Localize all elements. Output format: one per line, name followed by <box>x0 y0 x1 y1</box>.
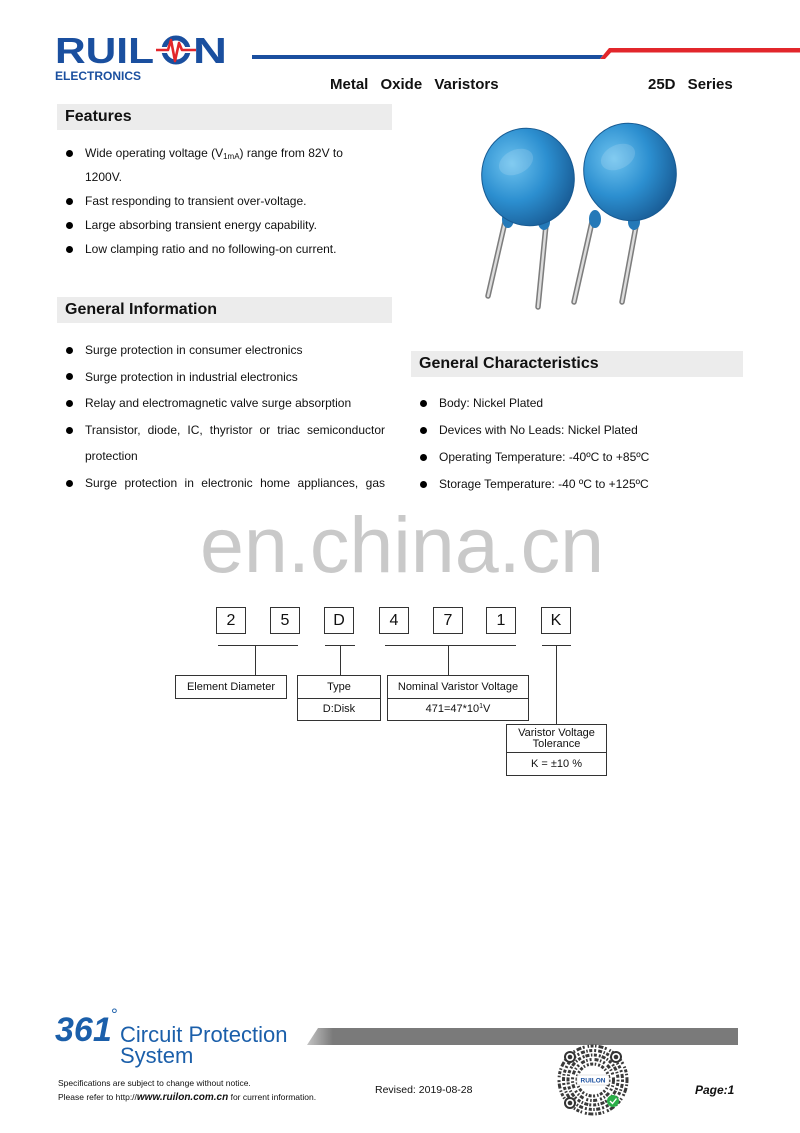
list-item-text: Low clamping ratio and no following-on current. <box>85 242 337 256</box>
part-code-char: 1 <box>486 607 516 634</box>
tolerance-label: Varistor Voltage Tolerance <box>506 724 607 753</box>
list-item-text: Storage Temperature: -40 ºC to +125ºC <box>439 476 649 491</box>
footer-logo-line1: Circuit Protection <box>120 1022 288 1047</box>
page-number: Page:1 <box>695 1083 735 1097</box>
section-header-general-characteristics: General Characteristics <box>411 351 743 377</box>
list-item-text: Transistor, diode, IC, thyristor or triac semiconductor <box>85 422 385 437</box>
list-item <box>411 444 743 471</box>
bullet-icon <box>66 347 73 354</box>
revision-date: Revised: 2019-08-28 <box>375 1084 473 1096</box>
footer-rule-bar <box>307 1028 738 1045</box>
bullet-icon <box>66 198 73 205</box>
part-code-char: 4 <box>379 607 409 634</box>
bullet-icon <box>66 373 73 380</box>
voltage-value-unit: V <box>483 703 491 715</box>
bullet-icon <box>66 246 73 253</box>
footer-logo-number: 361 <box>55 1011 112 1049</box>
list-item-line <box>85 141 392 165</box>
list-item <box>57 237 392 261</box>
bullet-icon <box>420 481 427 488</box>
list-item <box>57 470 385 497</box>
list-item-text: protection <box>85 449 138 464</box>
footer-rule <box>300 1026 745 1048</box>
list-item <box>57 141 392 189</box>
qr-code-icon <box>555 1042 631 1118</box>
watermark: en.china.cn <box>200 500 605 589</box>
list-item-text: Fast responding to transient over-voltage. <box>85 194 307 208</box>
list-item-text: 1200V. <box>85 170 122 184</box>
header-rule <box>0 40 800 65</box>
bullet-icon <box>420 400 427 407</box>
bullet-icon <box>420 454 427 461</box>
varistor-disc-right <box>571 122 678 233</box>
general-characteristics-list <box>411 390 743 498</box>
list-item <box>57 417 385 470</box>
logo-text-suffix: N <box>193 30 227 70</box>
superscript-text: 1 <box>479 703 484 710</box>
list-item <box>57 337 385 364</box>
subscript-text: 1mA <box>223 152 240 161</box>
varistor-photo-icon <box>468 122 678 317</box>
list-item <box>57 390 385 417</box>
list-item <box>57 364 385 391</box>
tolerance-value: K = ±10 % <box>506 752 607 776</box>
features-list <box>57 141 392 261</box>
list-item-text: Devices with No Leads: Nickel Plated <box>439 422 638 437</box>
section-header-features: Features <box>57 104 392 130</box>
nominal-voltage-label: Nominal Varistor Voltage <box>387 675 529 699</box>
bullet-icon <box>66 480 73 487</box>
list-item-text: Operating Temperature: -40ºC to +85ºC <box>439 449 650 464</box>
wechat-icon <box>607 1095 619 1107</box>
list-item <box>57 189 392 213</box>
part-code-char: K <box>541 607 571 634</box>
list-item-text: Surge protection in consumer electronics <box>85 343 303 357</box>
part-code-char: 7 <box>433 607 463 634</box>
voltage-value-text: 471=47*10 <box>425 703 480 715</box>
bullet-icon <box>66 400 73 407</box>
list-item <box>411 417 743 444</box>
series-label: 25D Series <box>648 76 733 93</box>
list-item-text: Surge protection in industrial electronics <box>85 369 298 384</box>
list-item <box>411 471 743 498</box>
list-item-text: Wide operating voltage (V <box>85 146 224 160</box>
general-information-list <box>57 337 385 497</box>
header-rule-red <box>600 48 800 59</box>
doc-title: Metal Oxide Varistors <box>330 76 499 93</box>
list-item-text: Relay and electromagnetic valve surge absorption <box>85 396 352 411</box>
bullet-icon <box>66 150 73 157</box>
brand-subtitle: ELECTRONICS <box>55 69 142 83</box>
bullet-icon <box>66 427 73 434</box>
footer-logo-degree: ° <box>111 1005 118 1024</box>
qr-badge-text: RUILON <box>580 1077 606 1085</box>
list-item-text: Surge protection in electronic home appliances, gas <box>85 475 385 490</box>
bullet-icon <box>420 427 427 434</box>
list-item-text: ) range from 82V to <box>239 146 343 160</box>
nominal-voltage-value <box>387 698 529 721</box>
list-item-text: Large absorbing transient energy capability. <box>85 218 317 232</box>
section-header-general-information: General Information <box>57 297 392 323</box>
footer-notice: Specifications are subject to change without notice. <box>58 1078 251 1088</box>
varistor-disc-left <box>469 122 587 238</box>
part-code-char: 2 <box>216 607 246 634</box>
footer-refer-prefix: Please refer to http:// <box>58 1092 137 1102</box>
footer-logo-line2: System <box>120 1043 194 1068</box>
element-diameter-label: Element Diameter <box>175 675 287 699</box>
part-code-char: D <box>324 607 354 634</box>
list-item <box>411 390 743 417</box>
varistor-leads <box>488 222 636 307</box>
header-rule-blue <box>252 55 603 59</box>
type-value: D:Disk <box>297 698 381 721</box>
website-link[interactable]: www.ruilon.com.cn <box>136 1092 229 1103</box>
list-item <box>57 213 392 237</box>
logo-text-prefix: RUIL <box>55 30 154 70</box>
part-code-char: 5 <box>270 607 300 634</box>
list-item-text: Body: Nickel Plated <box>439 395 544 410</box>
bullet-icon <box>66 222 73 229</box>
footer-refer-suffix: for current information. <box>228 1092 317 1102</box>
footer-refer <box>58 1092 316 1103</box>
type-label: Type <box>297 675 381 699</box>
